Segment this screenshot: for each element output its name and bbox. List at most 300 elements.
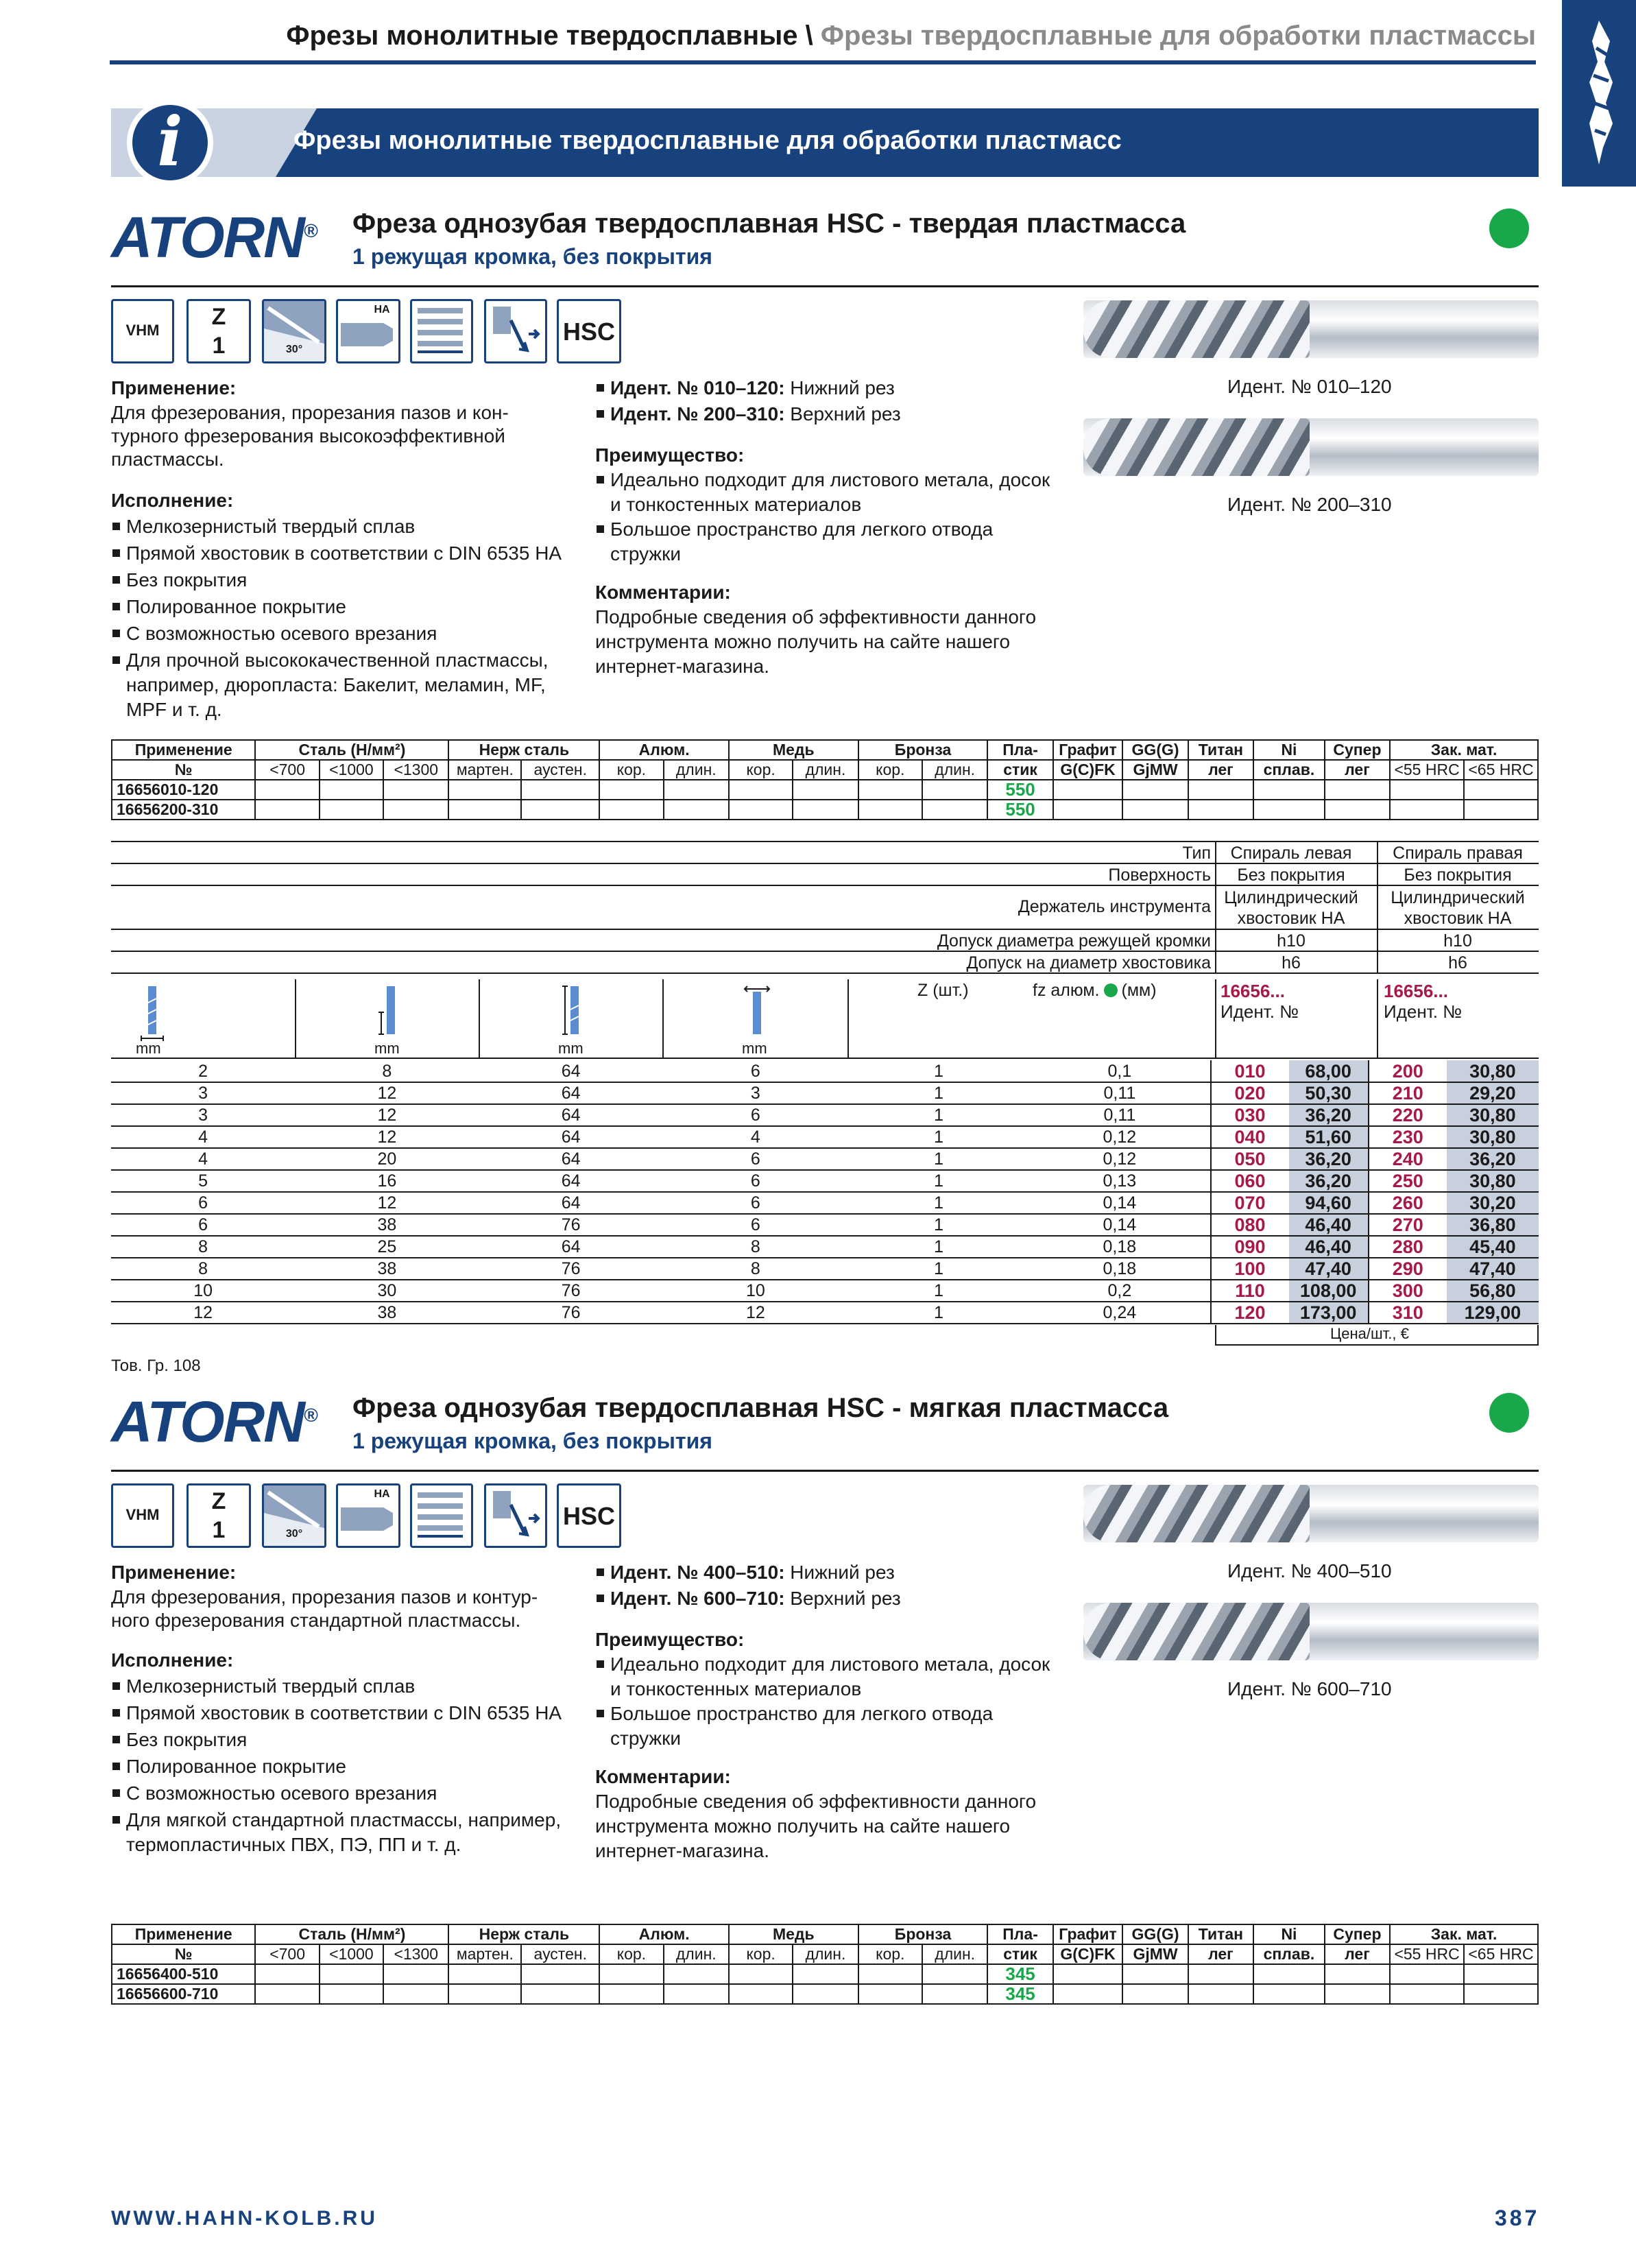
empty-cell xyxy=(729,1964,793,1984)
materials-subheader-cell: GjMW xyxy=(1122,760,1188,780)
availability-dot xyxy=(1489,1393,1529,1433)
ident-left-cell[interactable]: 110 xyxy=(1211,1280,1289,1302)
execution-title: Исполнение: xyxy=(111,490,234,511)
empty-cell xyxy=(1122,1984,1188,2004)
ha-label: HA xyxy=(374,1488,390,1500)
spec-divider xyxy=(1377,930,1378,952)
diameter-cell: 8 xyxy=(111,1258,295,1280)
price-left-cell[interactable]: 68,00 xyxy=(1289,1060,1369,1082)
execution-item: Полированное покрытие xyxy=(111,1754,564,1779)
feed-cell: 0,2 xyxy=(1029,1280,1210,1302)
goods-group: Тов. Гр. 108 xyxy=(111,1357,201,1375)
materials-subheader-cell: <1000 xyxy=(320,1944,383,1964)
cutting-length-cell: 38 xyxy=(295,1258,479,1280)
plastic-speed-cell: 550 xyxy=(987,780,1052,800)
materials-header-cell: Ni xyxy=(1253,740,1325,760)
feed-cell: 0,13 xyxy=(1029,1170,1210,1192)
empty-cell xyxy=(729,800,793,820)
dimensions-table xyxy=(111,1060,1539,1324)
total-length-cell: 64 xyxy=(479,1170,663,1192)
order-prefix-left: 16656... xyxy=(1220,981,1285,1001)
price-left-cell[interactable]: 46,40 xyxy=(1289,1214,1369,1236)
cutting-length-cell: 38 xyxy=(295,1302,479,1324)
price-right-cell[interactable]: 36,80 xyxy=(1447,1214,1539,1236)
application-line: Для фрезерования, прорезания пазов и контур- xyxy=(111,1586,538,1608)
materials-subheader-cell: G(C)FK xyxy=(1053,1944,1123,1964)
unit-label: mm xyxy=(742,1040,767,1057)
comments-title: Комментарии: xyxy=(595,1766,731,1787)
materials-subheader-cell: <65 HRC xyxy=(1464,760,1538,780)
ident-right-cell[interactable]: 280 xyxy=(1369,1236,1447,1258)
ident-right-cell[interactable]: 210 xyxy=(1369,1082,1447,1104)
price-left-cell[interactable]: 36,20 xyxy=(1289,1148,1369,1170)
advantage-item: Большое пространство для легкого отвода стружки xyxy=(595,1702,1061,1751)
price-right-cell[interactable]: 56,80 xyxy=(1447,1280,1539,1302)
price-note: Цена/шт., € xyxy=(1330,1325,1409,1342)
empty-cell xyxy=(1325,800,1390,820)
price-right-cell[interactable]: 30,80 xyxy=(1447,1126,1539,1148)
price-left-cell[interactable]: 47,40 xyxy=(1289,1258,1369,1280)
empty-cell xyxy=(664,780,729,800)
shank-cell: 3 xyxy=(663,1082,848,1104)
materials-row xyxy=(112,1964,1538,1984)
hsc-label: HSC xyxy=(562,318,615,346)
order-number-cell: 16656200-310 xyxy=(112,800,255,820)
execution-item: Прямой хвостовик в соответствии с DIN 6535 HA xyxy=(111,1701,564,1726)
ident-item xyxy=(595,402,1061,427)
materials-subheader-cell: <1300 xyxy=(383,760,448,780)
spec-table xyxy=(111,842,1539,979)
empty-cell xyxy=(599,1984,663,2004)
total-length-cell: 76 xyxy=(479,1214,663,1236)
empty-cell xyxy=(521,1984,599,2004)
materials-header-row-1 xyxy=(112,1924,1538,1944)
ident-description: Верхний рез xyxy=(784,1588,901,1609)
materials-subheader-cell: длин. xyxy=(664,1944,729,1964)
fz-unit: (мм) xyxy=(1121,981,1157,1000)
materials-header-cell: Зак. мат. xyxy=(1390,740,1538,760)
ident-left-cell[interactable]: 080 xyxy=(1211,1214,1289,1236)
spec-value-right: Спираль правая xyxy=(1393,844,1523,863)
fz-header xyxy=(1033,981,1157,1001)
price-left-cell[interactable]: 36,20 xyxy=(1289,1104,1369,1126)
spec-label: Тип xyxy=(1182,844,1211,863)
empty-cell xyxy=(1390,1984,1464,2004)
price-left-cell[interactable]: 173,00 xyxy=(1289,1302,1369,1324)
shank-cell: 8 xyxy=(663,1258,848,1280)
materials-subheader-cell: длин. xyxy=(664,760,729,780)
z-value: 1 xyxy=(212,333,226,359)
feed-cell: 0,12 xyxy=(1029,1126,1210,1148)
cutter-flute-1 xyxy=(1083,1485,1310,1542)
empty-cell xyxy=(599,1964,663,1984)
price-right-cell[interactable]: 45,40 xyxy=(1447,1236,1539,1258)
price-right-cell[interactable]: 30,80 xyxy=(1447,1104,1539,1126)
z-header: Z (шт.) xyxy=(917,981,969,1000)
empty-cell xyxy=(1188,780,1253,800)
price-left-cell[interactable]: 36,20 xyxy=(1289,1170,1369,1192)
brand-logo xyxy=(111,204,317,271)
execution-item: Прямой хвостовик в соответствии с DIN 6535 HA xyxy=(111,541,564,566)
spec-label: Допуск на диаметр хвостовика xyxy=(966,953,1211,972)
spec-divider xyxy=(1377,952,1378,974)
cutter-flute-2 xyxy=(1083,418,1310,476)
empty-cell xyxy=(729,780,793,800)
vhm-label: VHM xyxy=(125,322,160,339)
cutting-length-cell: 12 xyxy=(295,1192,479,1214)
dims-row xyxy=(111,1214,1539,1236)
spec-label: Держатель инструмента xyxy=(1018,897,1211,916)
diameter-cell: 5 xyxy=(111,1170,295,1192)
diameter-cell: 2 xyxy=(111,1060,295,1082)
empty-cell xyxy=(922,780,987,800)
teeth-cell: 1 xyxy=(848,1302,1029,1324)
ident-left-cell[interactable]: 100 xyxy=(1211,1258,1289,1280)
empty-cell xyxy=(1390,1964,1464,1984)
application-line: турного фрезерования высокоэффективной xyxy=(111,425,505,446)
materials-subheader-cell: мартен. xyxy=(448,760,521,780)
empty-cell xyxy=(1325,780,1390,800)
materials-subheader-cell: кор. xyxy=(729,1944,793,1964)
materials-header-cell: Супер xyxy=(1325,1924,1390,1944)
dims-header-divider xyxy=(479,979,480,1059)
brand-name: ATORN xyxy=(111,1389,304,1454)
layers-icon xyxy=(410,1483,473,1548)
empty-cell xyxy=(793,800,858,820)
angle-label: 30° xyxy=(285,1528,303,1540)
materials-header-cell: Применение xyxy=(112,1924,255,1944)
ident-number: Идент. № 400–510: xyxy=(610,1562,785,1583)
teeth-count-icon xyxy=(187,1483,251,1548)
ident-right-cell[interactable]: 300 xyxy=(1369,1280,1447,1302)
materials-subheader-cell: аустен. xyxy=(521,760,599,780)
brand-name: ATORN xyxy=(111,205,304,270)
comments-text: Подробные сведения об эффективности данного инструмента можно получить на сайте нашего интернет-магазина. xyxy=(595,606,1037,677)
ident-right-cell[interactable]: 250 xyxy=(1369,1170,1447,1192)
unit-label: mm xyxy=(558,1040,584,1057)
ident-right-cell[interactable]: 310 xyxy=(1369,1302,1447,1324)
materials-subheader-cell: лег xyxy=(1325,1944,1390,1964)
dims-row xyxy=(111,1126,1539,1148)
execution-item: Мелкозернистый твердый сплав xyxy=(111,514,564,539)
materials-subheader-cell: аустен. xyxy=(521,1944,599,1964)
ident-number: Идент. № 010–120: xyxy=(610,377,785,398)
materials-subheader-cell: № xyxy=(112,760,255,780)
empty-cell xyxy=(320,800,383,820)
ident-left-cell[interactable]: 090 xyxy=(1211,1236,1289,1258)
diameter-icon xyxy=(139,982,166,1047)
teeth-cell: 1 xyxy=(848,1214,1029,1236)
shank-cell: 6 xyxy=(663,1214,848,1236)
empty-cell xyxy=(320,1964,383,1984)
empty-cell xyxy=(1188,1984,1253,2004)
ident-right-cell[interactable]: 290 xyxy=(1369,1258,1447,1280)
vhm-label: VHM xyxy=(125,1506,160,1523)
materials-subheader-cell: <1000 xyxy=(320,760,383,780)
comments-text: Подробные сведения об эффективности данного инструмента можно получить на сайте нашего интернет-магазина. xyxy=(595,1791,1037,1861)
ident-right-cell[interactable]: 270 xyxy=(1369,1214,1447,1236)
image-caption-2: Идент. № 200–310 xyxy=(1227,494,1392,515)
execution-list xyxy=(111,1674,564,1859)
ident-right-cell[interactable]: 220 xyxy=(1369,1104,1447,1126)
cutting-length-cell: 12 xyxy=(295,1126,479,1148)
price-left-cell[interactable]: 46,40 xyxy=(1289,1236,1369,1258)
materials-subheader-cell: длин. xyxy=(793,1944,858,1964)
materials-header-cell: Сталь (Н/мм²) xyxy=(255,740,448,760)
price-right-cell[interactable]: 29,20 xyxy=(1447,1082,1539,1104)
dims-row xyxy=(111,1148,1539,1170)
price-right-cell[interactable]: 36,20 xyxy=(1447,1148,1539,1170)
materials-row xyxy=(112,1984,1538,2004)
vhm-icon xyxy=(111,1483,174,1548)
spec-row xyxy=(111,930,1539,952)
price-left-cell[interactable]: 51,60 xyxy=(1289,1126,1369,1148)
empty-cell xyxy=(521,780,599,800)
plunge-icon xyxy=(484,1483,547,1548)
ident-left-cell[interactable]: 040 xyxy=(1211,1126,1289,1148)
materials-subheader-cell: длин. xyxy=(793,760,858,780)
advantage-list xyxy=(595,468,1061,566)
shank-cell: 6 xyxy=(663,1060,848,1082)
materials-subheader-cell: GjMW xyxy=(1122,1944,1188,1964)
ident-description: Верхний рез xyxy=(784,403,901,425)
empty-cell xyxy=(448,1964,521,1984)
ident-right-cell[interactable]: 200 xyxy=(1369,1060,1447,1082)
info-icon-letter: i xyxy=(157,103,183,182)
materials-row xyxy=(112,800,1538,820)
ident-item xyxy=(595,376,1061,401)
ident-list xyxy=(595,1560,1061,1612)
product-title: Фреза однозубая твердосплавная HSC - твердая пластмасса xyxy=(352,208,1186,239)
ident-right-cell[interactable]: 230 xyxy=(1369,1126,1447,1148)
teeth-cell: 1 xyxy=(848,1258,1029,1280)
z-label: Z xyxy=(211,1488,226,1514)
cutting-length-cell: 38 xyxy=(295,1214,479,1236)
ident-left-cell[interactable]: 020 xyxy=(1211,1082,1289,1104)
empty-cell xyxy=(1464,780,1538,800)
ident-left-cell[interactable]: 070 xyxy=(1211,1192,1289,1214)
price-right-cell[interactable]: 30,80 xyxy=(1447,1060,1539,1082)
footer-url[interactable]: WWW.HAHN-KOLB.RU xyxy=(111,2207,378,2230)
spec-divider xyxy=(1215,952,1216,974)
price-right-cell[interactable]: 47,40 xyxy=(1447,1258,1539,1280)
image-caption-2: Идент. № 600–710 xyxy=(1227,1678,1392,1699)
brand-mark: ® xyxy=(303,1405,317,1426)
empty-cell xyxy=(1390,800,1464,820)
ident-left-cell[interactable]: 060 xyxy=(1211,1170,1289,1192)
header-separator: \ xyxy=(797,21,821,51)
ident-left-cell[interactable]: 030 xyxy=(1211,1104,1289,1126)
empty-cell xyxy=(858,780,922,800)
spec-row xyxy=(111,842,1539,864)
hsc-icon xyxy=(557,1483,621,1548)
materials-table xyxy=(111,1924,1539,2005)
empty-cell xyxy=(664,800,729,820)
empty-cell xyxy=(448,780,521,800)
materials-subheader-cell: кор. xyxy=(729,760,793,780)
product-subtitle: 1 режущая кромка, без покрытия xyxy=(352,1429,712,1453)
execution-list xyxy=(111,514,564,724)
total-length-cell: 64 xyxy=(479,1148,663,1170)
price-left-cell[interactable]: 108,00 xyxy=(1289,1280,1369,1302)
total-length-icon xyxy=(560,982,587,1047)
teeth-cell: 1 xyxy=(848,1104,1029,1126)
order-number-cell: 16656600-710 xyxy=(112,1984,255,2004)
spec-top-rule xyxy=(111,841,1539,842)
advantage-title: Преимущество: xyxy=(595,1629,745,1650)
brand-logo xyxy=(111,1389,317,1455)
materials-header-cell: Применение xyxy=(112,740,255,760)
execution-item: Полированное покрытие xyxy=(111,595,564,619)
materials-subheader-cell: <700 xyxy=(255,760,319,780)
image-caption-1: Идент. № 010–120 xyxy=(1227,376,1392,397)
cutting-length-cell: 20 xyxy=(295,1148,479,1170)
spec-divider xyxy=(1215,842,1216,864)
materials-subheader-cell: <1300 xyxy=(383,1944,448,1964)
section-tab xyxy=(1562,0,1636,187)
empty-cell xyxy=(922,800,987,820)
ident-item xyxy=(595,1560,1061,1585)
fz-label: fz алюм. xyxy=(1033,981,1100,1000)
shank-ha-icon xyxy=(336,1483,400,1548)
diameter-cell: 3 xyxy=(111,1104,295,1126)
page-header-title xyxy=(110,21,1536,51)
price-right-cell[interactable]: 30,80 xyxy=(1447,1170,1539,1192)
z-label: Z xyxy=(211,304,226,330)
feed-cell: 0,24 xyxy=(1029,1302,1210,1324)
empty-cell xyxy=(922,1984,987,2004)
ident-right-cell[interactable]: 240 xyxy=(1369,1148,1447,1170)
banner-title: Фрезы монолитные твердосплавные для обработки пластмасс xyxy=(293,126,1122,155)
empty-cell xyxy=(383,1984,448,2004)
materials-header-cell: GG(G) xyxy=(1122,740,1188,760)
diameter-cell: 10 xyxy=(111,1280,295,1302)
teeth-cell: 1 xyxy=(848,1126,1029,1148)
empty-cell xyxy=(793,1964,858,1984)
feed-cell: 0,1 xyxy=(1029,1060,1210,1082)
advantage-item: Идеально подходит для листового метала, досок и тонкостенных материалов xyxy=(595,468,1061,517)
advantage-item: Большое пространство для легкого отвода стружки xyxy=(595,517,1061,566)
price-right-cell[interactable]: 30,20 xyxy=(1447,1192,1539,1214)
materials-subheader-cell: кор. xyxy=(599,1944,663,1964)
empty-cell xyxy=(599,800,663,820)
availability-dot xyxy=(1489,208,1529,248)
feed-cell: 0,18 xyxy=(1029,1236,1210,1258)
dims-header-divider xyxy=(1377,979,1378,1059)
application-line: ного фрезерования стандартной пластмассы. xyxy=(111,1610,521,1631)
ident-description: Нижний рез xyxy=(784,377,895,398)
empty-cell xyxy=(1053,1964,1123,1984)
materials-subheader-cell: <55 HRC xyxy=(1390,1944,1464,1964)
plastic-speed-cell: 345 xyxy=(987,1984,1052,2004)
empty-cell xyxy=(1122,1964,1188,1984)
spec-value-left: Без покрытия xyxy=(1237,866,1345,885)
teeth-count-icon xyxy=(187,299,251,363)
header-rule xyxy=(110,60,1536,64)
teeth-cell: 1 xyxy=(848,1060,1029,1082)
spec-divider xyxy=(1215,886,1216,930)
cutting-length-icon xyxy=(376,982,403,1047)
materials-subheader-cell: стик xyxy=(987,760,1052,780)
diameter-cell: 8 xyxy=(111,1236,295,1258)
materials-subheader-cell: № xyxy=(112,1944,255,1964)
empty-cell xyxy=(1053,1984,1123,2004)
ident-list xyxy=(595,376,1061,428)
drill-icon xyxy=(1562,0,1636,187)
empty-cell xyxy=(1325,1964,1390,1984)
shank-cell: 6 xyxy=(663,1148,848,1170)
spec-row xyxy=(111,864,1539,886)
cutting-length-cell: 16 xyxy=(295,1170,479,1192)
empty-cell xyxy=(1253,1984,1325,2004)
teeth-cell: 1 xyxy=(848,1082,1029,1104)
vhm-icon xyxy=(111,299,174,363)
hsc-icon xyxy=(557,299,621,363)
cutter-flute-1 xyxy=(1083,300,1310,358)
dims-row xyxy=(111,1104,1539,1126)
advantage-item: Идеально подходит для листового метала, досок и тонкостенных материалов xyxy=(595,1652,1061,1702)
materials-header-cell: Алюм. xyxy=(599,740,729,760)
empty-cell xyxy=(664,1964,729,1984)
product-title: Фреза однозубая твердосплавная HSC - мягкая пластмасса xyxy=(352,1393,1169,1423)
materials-header-cell: Пла- xyxy=(987,740,1052,760)
application-line: Для фрезерования, прорезания пазов и кон- xyxy=(111,402,509,423)
empty-cell xyxy=(320,780,383,800)
ident-left-cell[interactable]: 050 xyxy=(1211,1148,1289,1170)
dims-header-divider xyxy=(1215,979,1216,1059)
materials-subheader-cell: <65 HRC xyxy=(1464,1944,1538,1964)
cutting-length-cell: 25 xyxy=(295,1236,479,1258)
empty-cell xyxy=(255,1964,319,1984)
spec-divider xyxy=(1377,842,1378,864)
empty-cell xyxy=(1122,800,1188,820)
spec-value-left: h6 xyxy=(1282,953,1301,972)
spec-value-right: Без покрытия xyxy=(1404,866,1512,885)
execution-item: С возможностью осевого врезания xyxy=(111,621,564,646)
ident-left-cell[interactable]: 010 xyxy=(1211,1060,1289,1082)
materials-subheader-cell: длин. xyxy=(922,760,987,780)
advantage-list xyxy=(595,1652,1061,1751)
ident-item xyxy=(595,1586,1061,1611)
empty-cell xyxy=(729,1984,793,2004)
aluminium-dot xyxy=(1104,983,1118,997)
empty-cell xyxy=(255,1984,319,2004)
empty-cell xyxy=(664,1984,729,2004)
hsc-label: HSC xyxy=(562,1502,615,1530)
empty-cell xyxy=(255,780,319,800)
feed-cell: 0,18 xyxy=(1029,1258,1210,1280)
ident-left-cell[interactable]: 120 xyxy=(1211,1302,1289,1324)
spec-label: Допуск диаметра режущей кромки xyxy=(937,931,1211,951)
total-length-cell: 64 xyxy=(479,1060,663,1082)
price-right-cell[interactable]: 129,00 xyxy=(1447,1302,1539,1324)
empty-cell xyxy=(1122,780,1188,800)
materials-header-cell: Пла- xyxy=(987,1924,1052,1944)
empty-cell xyxy=(383,780,448,800)
materials-subheader-cell: лег xyxy=(1325,760,1390,780)
ident-right-cell[interactable]: 260 xyxy=(1369,1192,1447,1214)
materials-subheader-cell: <55 HRC xyxy=(1390,760,1464,780)
price-left-cell[interactable]: 94,60 xyxy=(1289,1192,1369,1214)
empty-cell xyxy=(448,1984,521,2004)
unit-label: mm xyxy=(374,1040,400,1057)
price-left-cell[interactable]: 50,30 xyxy=(1289,1082,1369,1104)
materials-header-cell: Бронза xyxy=(858,1924,988,1944)
application-title: Применение: xyxy=(111,1562,237,1583)
execution-item: С возможностью осевого врезания xyxy=(111,1781,564,1806)
empty-cell xyxy=(599,780,663,800)
shank-cell: 12 xyxy=(663,1302,848,1324)
